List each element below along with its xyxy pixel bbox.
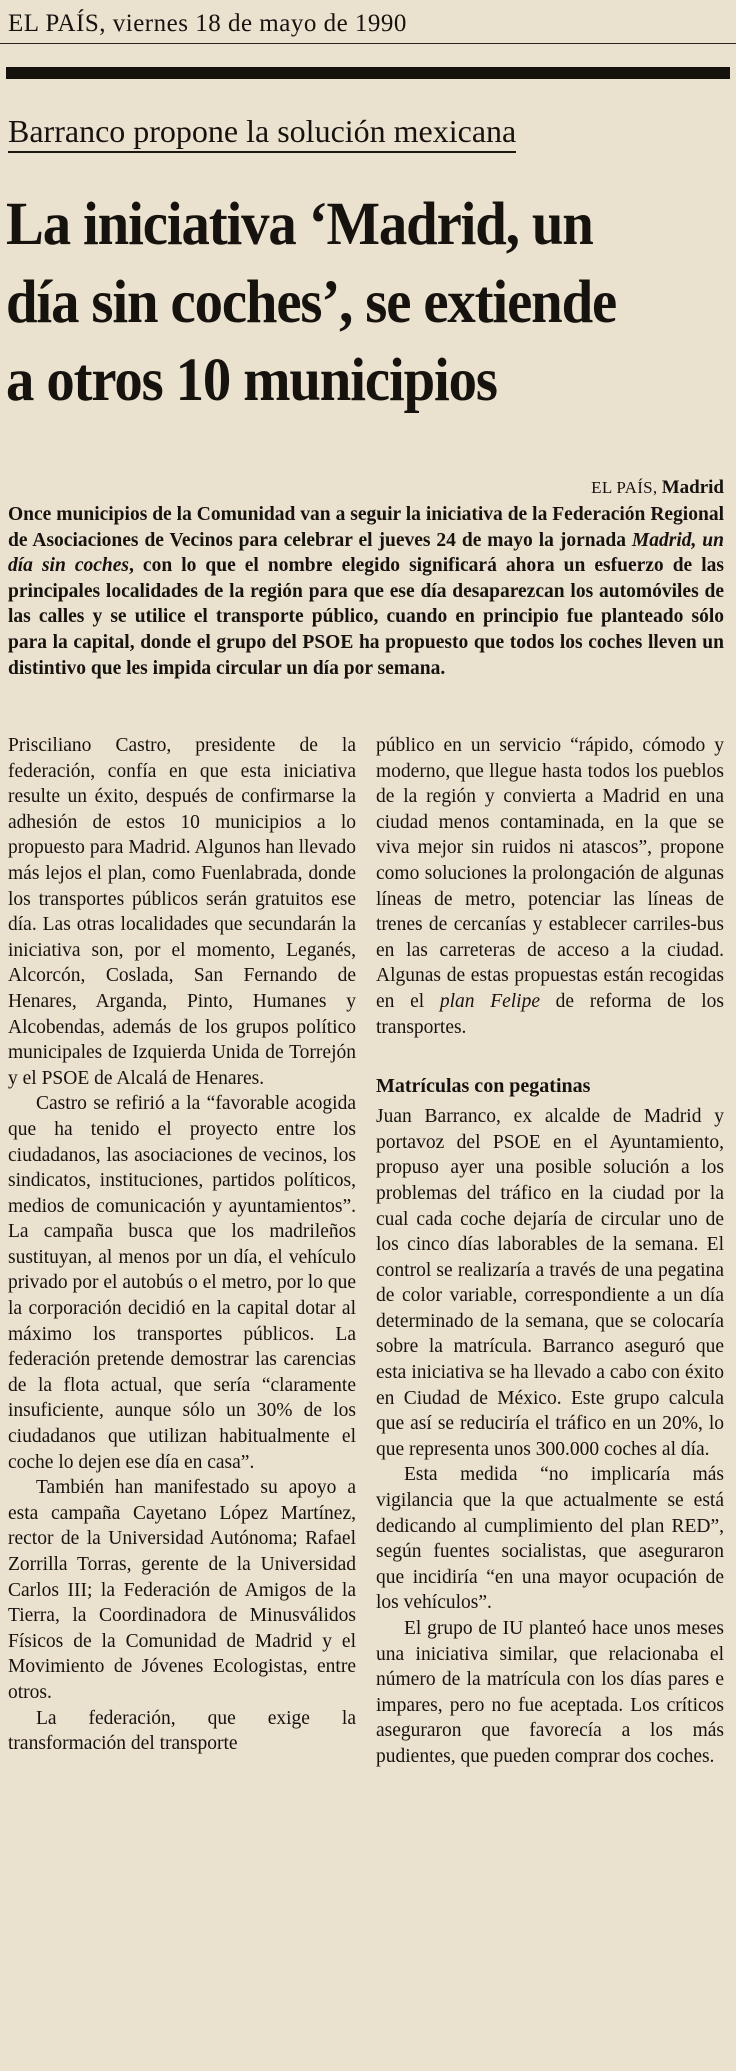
- section-rule: [6, 67, 730, 79]
- kicker-headline: Barranco propone la solución mexicana: [8, 112, 516, 153]
- lead-paragraph: [8, 502, 724, 681]
- byline-source: EL PAÍS,: [591, 478, 658, 497]
- body-paragraph: El grupo de IU planteó hace unos meses una iniciativa similar, que relacionaba el número de la matrícula con los días pares e impares, pero no fue aceptada. Los críticos aseguraron que favorecía a los más pudientes, que pueden comprar dos coches.: [376, 1618, 724, 1767]
- subheading: Matrículas con pegatinas: [376, 1075, 591, 1098]
- headline-line: a otros 10 municipios: [6, 347, 497, 414]
- headline-line: La iniciativa ‘Madrid, un: [6, 191, 593, 258]
- body-paragraph: Prisciliano Castro, presidente de la federación, confía en que esta iniciativa resulte un éxito, después de confirmarse la adhesión de estos 10 municipios a lo propuesto para Madrid. Algunos han llevado más lejos el plan, como Fuenlabrada, donde los transportes públicos serán gratuitos ese día. Las otras localidades que secundarán la iniciativa son, por el momento, Leganés, Alcorcón, Coslada, San Fernando de Henares, Arganda, Pinto, Humanes y Alcobendas, además de los grupos político municipales de Izquierda Unida de Torrejón y el PSOE de Alcalá de Henares.: [8, 735, 356, 1089]
- body-paragraph: [376, 733, 724, 1040]
- body-text: de reforma de los transportes.: [376, 990, 724, 1038]
- byline: [591, 477, 724, 499]
- headline-line: día sin coches’, se extiende: [6, 269, 617, 336]
- lead-italic-title: Madrid, un día sin coches: [8, 529, 724, 577]
- body-paragraph: Castro se refirió a la “favorable acogida que ha tenido el proyecto entre los ciudadanos, las asociaciones de vecinos, los sindicatos, instituciones, partidos políticos, medios de comunicación y ayuntamientos”. La campaña busca que los madrileños sustituyan, al menos por un día, el vehículo privado por el autobús o el metro, por lo que la corporación decidió en la capital dotar al máximo los transportes públicos. La federación pretende demostrar las carencias de la flota actual, que sería “claramente insuficiente, aunque sólo un 30% de los ciudadanos que utilizan habitualmente el coche lo dejen ese día en casa”.: [8, 1093, 356, 1473]
- body-column-right: [376, 733, 724, 1770]
- masthead-dateline: EL PAÍS, viernes 18 de mayo de 1990: [8, 10, 407, 37]
- body-paragraph: Esta medida “no implicaría más vigilancia que la que actualmente se está dedicando al cumplimiento del plan RED”, según fuentes socialistas, que aseguraron que incidiría “en una mayor ocupación de los vehículos”.: [376, 1464, 724, 1614]
- lead-text: , con lo que el nombre elegido significará ahora un esfuerzo de las principales localidades de la región para que ese día desaparezcan los automóviles de las calles y se utilice el transporte público, cuando en principio fue planteado sólo para la capital, donde el grupo del PSOE ha propuesto que todos los coches lleven un distintivo que les impida circular un día por semana.: [8, 555, 725, 679]
- body-column-left: [8, 733, 356, 1757]
- byline-city: Madrid: [661, 477, 724, 498]
- body-text: público en un servicio “rápido, cómodo y moderno, que llegue hasta todos los pueblos de la región y convierta a Madrid en una ciudad menos contaminada, en la que se viva mejor sin ruidos ni atascos”, propone como soluciones la prolongación de algunas líneas de metro, potenciar las líneas de trenes de cercanías y establecer carriles-bus en las carreteras de acceso a la ciudad. Algunas de estas propuestas están recogidas en el: [376, 735, 724, 1012]
- body-paragraph: Juan Barranco, ex alcalde de Madrid y portavoz del PSOE en el Ayuntamiento, propuso ayer una posible solución a los problemas del tráfico en la ciudad por la cual cada coche dejaría de circular uno de los cinco días laborables de la semana. El control se realizaría a través de una pegatina de color variable, correspondiente a un día determinado de la semana, que se colocaría sobre la matrícula. Barranco aseguró que esta iniciativa se ha llevado a cabo con éxito en Ciudad de México. Este grupo calcula que así se reduciría el tráfico en un 20%, lo que representa unos 300.000 coches al día.: [376, 1106, 724, 1460]
- lead-text: Once municipios de la Comunidad van a seguir la iniciativa de la Federación Regional de Asociaciones de Vecinos para celebrar el jueves 24 de mayo la jornada: [8, 504, 724, 551]
- body-paragraph: La federación, que exige la transformación del transporte: [8, 1707, 356, 1755]
- masthead-rule: [0, 43, 736, 44]
- body-paragraph: También han manifestado su apoyo a esta campaña Cayetano López Martínez, rector de la Universidad Autónoma; Rafael Zorrilla Torras, gerente de la Universidad Carlos III; la Federación de Amigos de la Tierra, la Coordinadora de Minusválidos Físicos de la Comunidad de Madrid y el Movimiento de Jóvenes Ecologistas, entre otros.: [8, 1477, 356, 1703]
- body-italic-plan: plan Felipe: [439, 990, 540, 1012]
- main-headline: [6, 186, 680, 420]
